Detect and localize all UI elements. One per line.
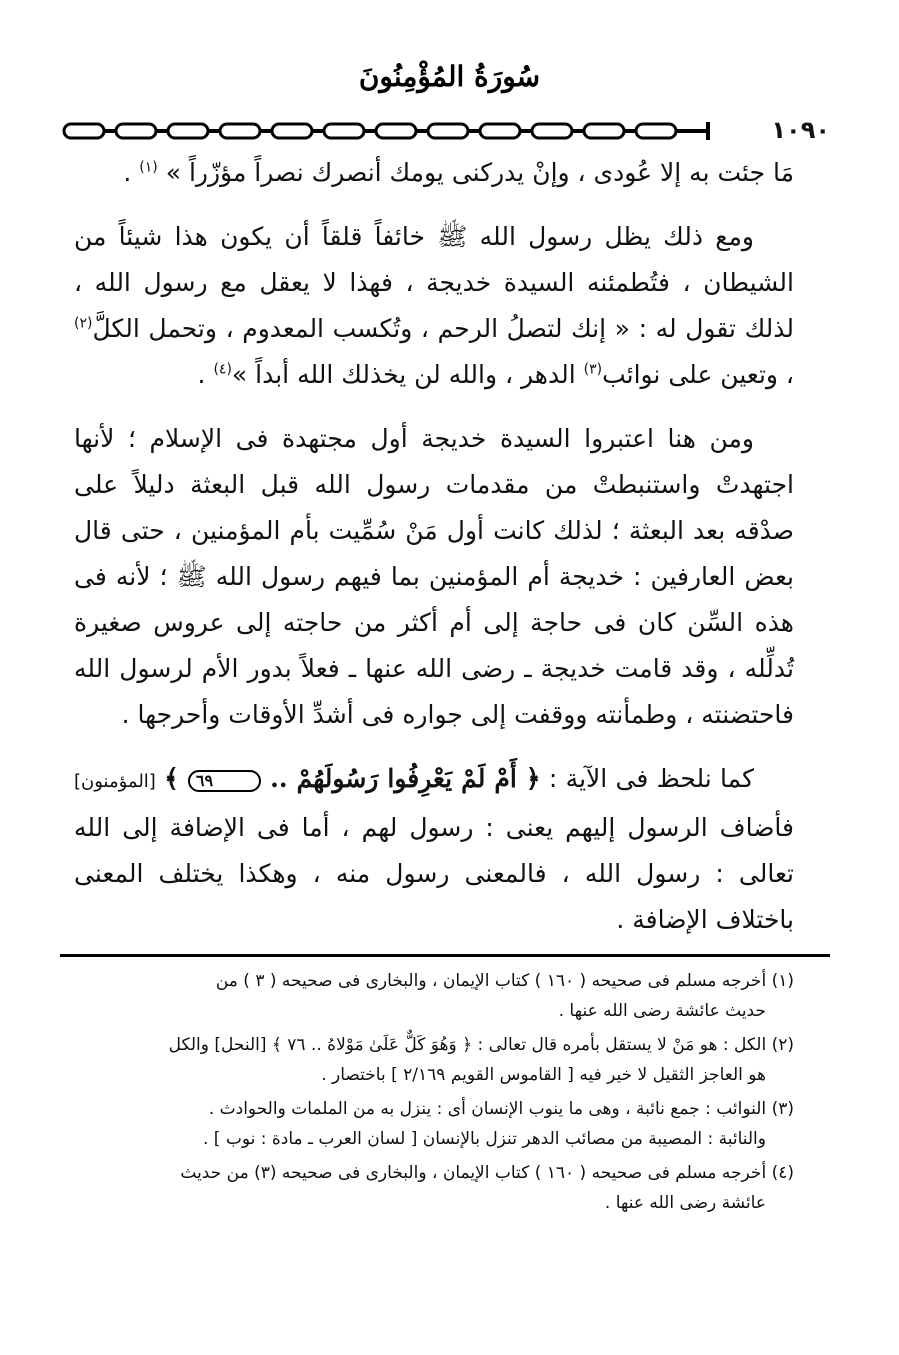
paragraph-4-intro: كما نلحظ فى الآية : — [548, 764, 755, 793]
footnote-text-continued: هو العاجز الثقيل لا خير فيه [ القاموس القويم ٢/١٦٩ ] باختصار . — [321, 1065, 766, 1085]
decorative-chain-border — [60, 120, 715, 142]
footnote-text: النوائب : جمع نائبة ، وهى ما ينوب الإنسان أى : ينزل به من الملمات والحوادث . — [208, 1099, 767, 1119]
footnotes-section — [74, 966, 794, 1222]
paragraph-4-text: فأضاف الرسول إليهم يعنى : رسول لهم ، أما فى الإضافة إلى الله تعالى : رسول الله ، فالمعنى رسول منه ، وهكذا يختلف المعنى باختلاف الإضافة . — [74, 813, 794, 934]
footnote-2 — [74, 1030, 794, 1090]
page-number: ١٠٩٠ — [771, 116, 830, 144]
paragraph-2-text-c: الدهر ، والله لن يخذلك الله أبداً » — [231, 360, 584, 389]
footnote-number: (٤) — [771, 1163, 794, 1183]
footnote-ref-2: (٢) — [74, 315, 93, 332]
paragraph-3: ومن هنا اعتبروا السيدة خديجة أول مجتهدة فى الإسلام ؛ لأنها اجتهدتْ واستنبطتْ من مقدمات رسول الله قبل البعثة دليلاً على صدْقه بعد البعثة ؛ لذلك كانت أول مَنْ سُمِّيت بأم المؤمنين ، حتى قال بعض العارفين : خديجة أم المؤمنين بما فيهم رسول الله ﷺ ؛ لأنه فى هذه السِّن كان فى حاجة إلى أم أكثر من حاجته إلى عروس صغيرة تُدلِّله ، وقد قامت خديجة ـ رضى الله عنها ـ فعلاً بدور الأم لرسول الله فاحتضنته ، وطمأنته ووقفت إلى جواره فى أشدِّ الأوقات وأحرجها . — [74, 424, 794, 729]
page-header — [60, 116, 830, 146]
footnote-ref-3: (٣) — [583, 361, 603, 378]
sentence-end: . — [123, 158, 132, 187]
footnote-4 — [74, 1158, 794, 1218]
surah-reference: [المؤمنون] — [74, 771, 156, 792]
main-text — [74, 150, 794, 961]
paragraph-2-text-a: ومع ذلك يظل رسول الله ﷺ خائفاً قلقاً أن يكون هذا شيئاً من الشيطان ، فتُطمئنه السيدة خديجة ، فهذا لا يعقل مع رسول الله ، لذلك تقول له : « إنك لتصلُ الرحم ، وتُكسب المعدوم ، وتحمل الكلَّ — [74, 222, 794, 343]
footnote-text: أخرجه مسلم فى صحيحه ( ١٦٠ ) كتاب الإيمان ، والبخارى فى صحيحه ( ٣ ) من — [215, 971, 767, 991]
footnote-text-continued: حديث عائشة رضى الله عنها . — [558, 1001, 766, 1021]
sentence-end: . — [197, 360, 214, 389]
paragraph-2-text-b: ، وتعين على نوائب — [602, 360, 794, 389]
quran-verse-text: ﴿ أَمْ لَمْ يَعْرِفُوا رَسُولَهُمْ .. — [261, 764, 541, 793]
footnote-text: أخرجه مسلم فى صحيحه ( ١٦٠ ) كتاب الإيمان ، والبخارى فى صحيحه (٣) من حديث — [180, 1163, 767, 1183]
footnote-1 — [74, 966, 794, 1026]
surah-title: سُورَةُ المُؤْمِنُونَ — [358, 60, 541, 93]
ayah-number-badge: ٦٩ — [188, 770, 261, 792]
quran-bracket-close: ﴾ — [164, 764, 188, 793]
footnote-3 — [74, 1094, 794, 1154]
paragraph-2 — [74, 214, 794, 398]
footnote-divider — [60, 954, 830, 957]
quran-verse — [164, 764, 540, 793]
footnote-number: (١) — [771, 971, 794, 991]
footnote-text-continued: والنائبة : المصيبة من مصائب الدهر تنزل بالإنسان [ لسان العرب ـ مادة : نوب ] . — [202, 1129, 766, 1149]
footnote-text: الكل : هو مَنْ لا يستقل بأمره قال تعالى : ﴿ وَهُوَ كَلٌّ عَلَىٰ مَوْلاهُ .. ٧٦ ﴾ [النحل] والكل — [168, 1035, 767, 1055]
paragraph-1-text: مَا جئت به إلا عُودى ، وإنْ يدركنى يومك أنصرك نصراً مؤزّراً » — [165, 158, 794, 187]
paragraph-4 — [74, 756, 794, 943]
footnote-ref-1: (١) — [139, 159, 158, 176]
footnote-ref-4: (٤) — [213, 361, 232, 378]
footnote-number: (٣) — [771, 1099, 794, 1119]
footnote-text-continued: عائشة رضى الله عنها . — [604, 1193, 766, 1213]
paragraph-1 — [74, 150, 794, 196]
footnote-number: (٢) — [771, 1035, 794, 1055]
